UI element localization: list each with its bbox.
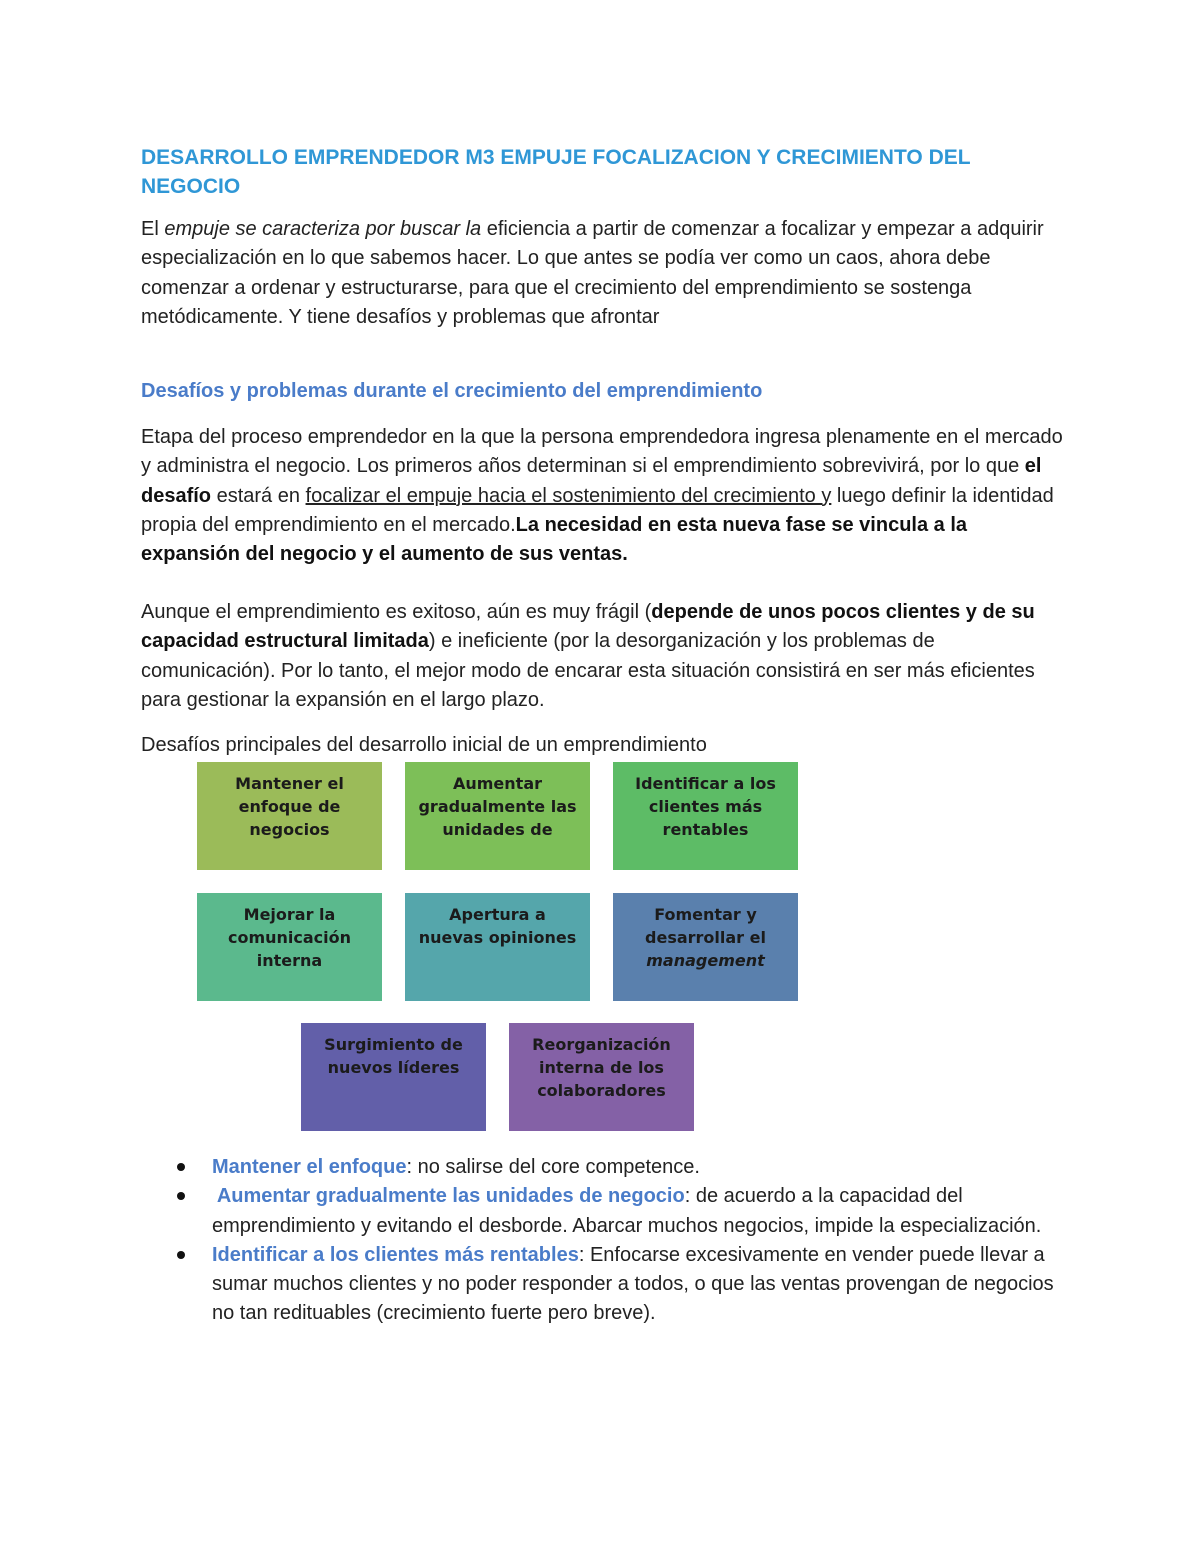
stage-text-2: estará en xyxy=(211,484,306,507)
intro-paragraph xyxy=(141,215,1066,332)
stage-bold-2: La necesidad en esta nueva fase se vincula a la expansión del negocio y el aumento de sus ventas. xyxy=(141,513,968,566)
bullet-desc: : de acuerdo a la capacidad del emprendimiento y evitando el desborde. Abarcar muchos negocios, impide la especialización. xyxy=(212,1185,1042,1237)
intro-rest: eficiencia a partir de comenzar a focalizar y empezar a adquirir especialización en lo que sabemos hacer. Lo que antes se podía ver como un caos, ahora debe comenzar a ordenar y estructurarse, para que el crecimiento del emprendimiento se sostenga metódicamente. Y tiene desafíos y problemas que afrontar xyxy=(141,218,1044,328)
intro-italic: empuje se caracteriza por buscar la xyxy=(164,218,482,240)
box-aumentar-unidades xyxy=(405,762,590,870)
challenges-bullet-list xyxy=(141,1153,1071,1329)
box-label xyxy=(626,903,786,972)
stage-text-1: Etapa del proceso emprendedor en la que la persona emprendedora ingresa plenamente en el mercado y administra el negocio. Los primeros años determinan si el emprendimiento sobrevivirá, por lo que xyxy=(141,426,1063,478)
fragility-paragraph xyxy=(141,598,1066,715)
diagram-caption: Desafíos principales del desarrollo inicial de un emprendimiento xyxy=(141,734,707,756)
list-item xyxy=(141,1153,1071,1182)
list-item xyxy=(141,1241,1071,1329)
bullet-term: Aumentar gradualmente las unidades de negocio xyxy=(212,1185,685,1208)
box-reorganizacion-interna xyxy=(509,1023,694,1131)
list-item xyxy=(141,1182,1071,1241)
bullet-term: Identificar a los clientes más rentables xyxy=(212,1243,579,1266)
box-mantener-enfoque xyxy=(197,762,382,870)
box-label: Mantener el enfoque de negocios xyxy=(235,774,344,839)
stage-underlined: focalizar el empuje hacia el sostenimiento del crecimiento y xyxy=(305,484,832,507)
fragility-text-1: Aunque el emprendimiento es exitoso, aún es muy frágil ( xyxy=(141,601,652,623)
box-label-italic: management xyxy=(646,951,765,970)
box-label: Surgimiento de nuevos líderes xyxy=(324,1035,463,1077)
fragility-bold: depende de unos pocos clientes y de su capacidad estructural limitada xyxy=(141,601,1035,653)
stage-bold-1: el desafío xyxy=(141,455,1042,507)
stage-paragraph xyxy=(141,423,1066,569)
box-fomentar-management xyxy=(613,893,798,1001)
box-mejorar-comunicacion xyxy=(197,893,382,1001)
box-label: Reorganización interna de los colaboradores xyxy=(532,1035,671,1100)
box-label: Identificar a los clientes más rentables xyxy=(635,774,776,839)
box-apertura-opiniones xyxy=(405,893,590,1001)
document-title: DESARROLLO EMPRENDEDOR M3 EMPUJE FOCALIZACION Y CRECIMIENTO DEL NEGOCIO xyxy=(141,146,971,198)
box-label: Aumentar gradualmente las unidades de xyxy=(418,774,577,839)
box-label-main: Fomentar y desarrollar el xyxy=(645,905,766,947)
bullet-term: Mantener el enfoque xyxy=(212,1156,407,1178)
box-identificar-clientes xyxy=(613,762,798,870)
bullet-desc: : Enfocarse excesivamente en vender puede llevar a sumar muchos clientes y no poder responder a todos, o que las ventas provengan de negocios no tan redituables (crecimiento fuerte pero breve). xyxy=(212,1243,1054,1325)
box-label: Mejorar la comunicación interna xyxy=(227,905,352,970)
box-surgimiento-lideres xyxy=(301,1023,486,1131)
fragility-text-2: ) e ineficiente (por la desorganización y los problemas de comunicación). Por lo tanto, el mejor modo de encarar esta situación consistirá en ser más eficientes para gestionar la expansión en el largo plazo. xyxy=(141,630,1035,711)
section-heading: Desafíos y problemas durante el crecimiento del emprendimiento xyxy=(141,380,763,402)
box-label: Apertura a nuevas opiniones xyxy=(418,905,577,947)
bullet-desc: : no salirse del core competence. xyxy=(406,1156,700,1178)
stage-text-3: luego definir la identidad propia del emprendimiento en el mercado. xyxy=(141,484,1054,536)
intro-lead: El xyxy=(141,218,165,240)
